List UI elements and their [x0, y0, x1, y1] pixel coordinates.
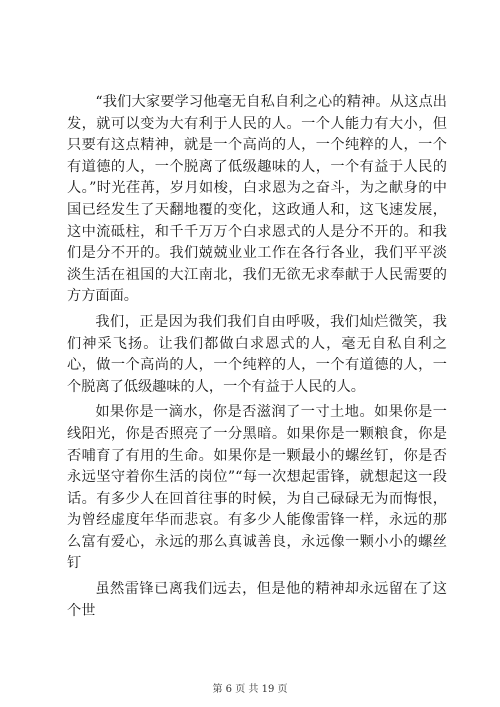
paragraph-2: 我们，正是因为我们我们自由呼吸，我们灿烂微笑，我们神采飞扬。让我们都做白求恩式的人，毫无自私自利之心，做一个高尚的人，一个纯粹的人，一个有道德的人，一个脱离了低级趣味的人，一个有益于人民的人。	[67, 313, 447, 395]
paragraph-4: 虽然雷锋已离我们远去，但是他的精神却永远留在了这个世	[67, 581, 447, 619]
page-number-footer: 第 6 页 共 19 页	[212, 684, 288, 695]
paragraph-1: “我们大家要学习他毫无自私自利之心的精神。从这点出发，就可以变为大有利于人民的人。一个人能力有大小，但只要有这点精神，就是一个高尚的人，一个纯粹的人，一个有道德的人，一个脱离了低级趣味的人，一个有益于人民的人。”时光荏苒，岁月如梭，白求恩为之奋斗，为之献身的中国已经发生了天翻地覆的变化，这政通人和，这飞速发展，这中流砥柱，和千千万万个白求恩式的人是分不开的。和我们是分不开的。我们兢兢业业工作在各行各业，我们平平淡淡生活在祖国的大江南北，我们无欲无求奉献于人民需要的方方面面。	[67, 94, 447, 305]
document-body	[67, 92, 447, 622]
paragraph-3: 如果你是一滴水，你是否滋润了一寸土地。如果你是一线阳光，你是否照亮了一分黑暗。如果你是一颗粮食，你是否哺育了有用的生命。如果你是一颗最小的螺丝钉，你是否永远坚守着你生活的岗位”“每一次想起雷锋，就想起这一段话。有多少人在回首往事的时候，为自己碌碌无为而悔恨，为曾经虚度年华而悲哀。有多少人能像雷锋一样，永远的那么富有爱心，永远的那么真诚善良，永远像一颗小小的螺丝钉	[67, 404, 447, 572]
